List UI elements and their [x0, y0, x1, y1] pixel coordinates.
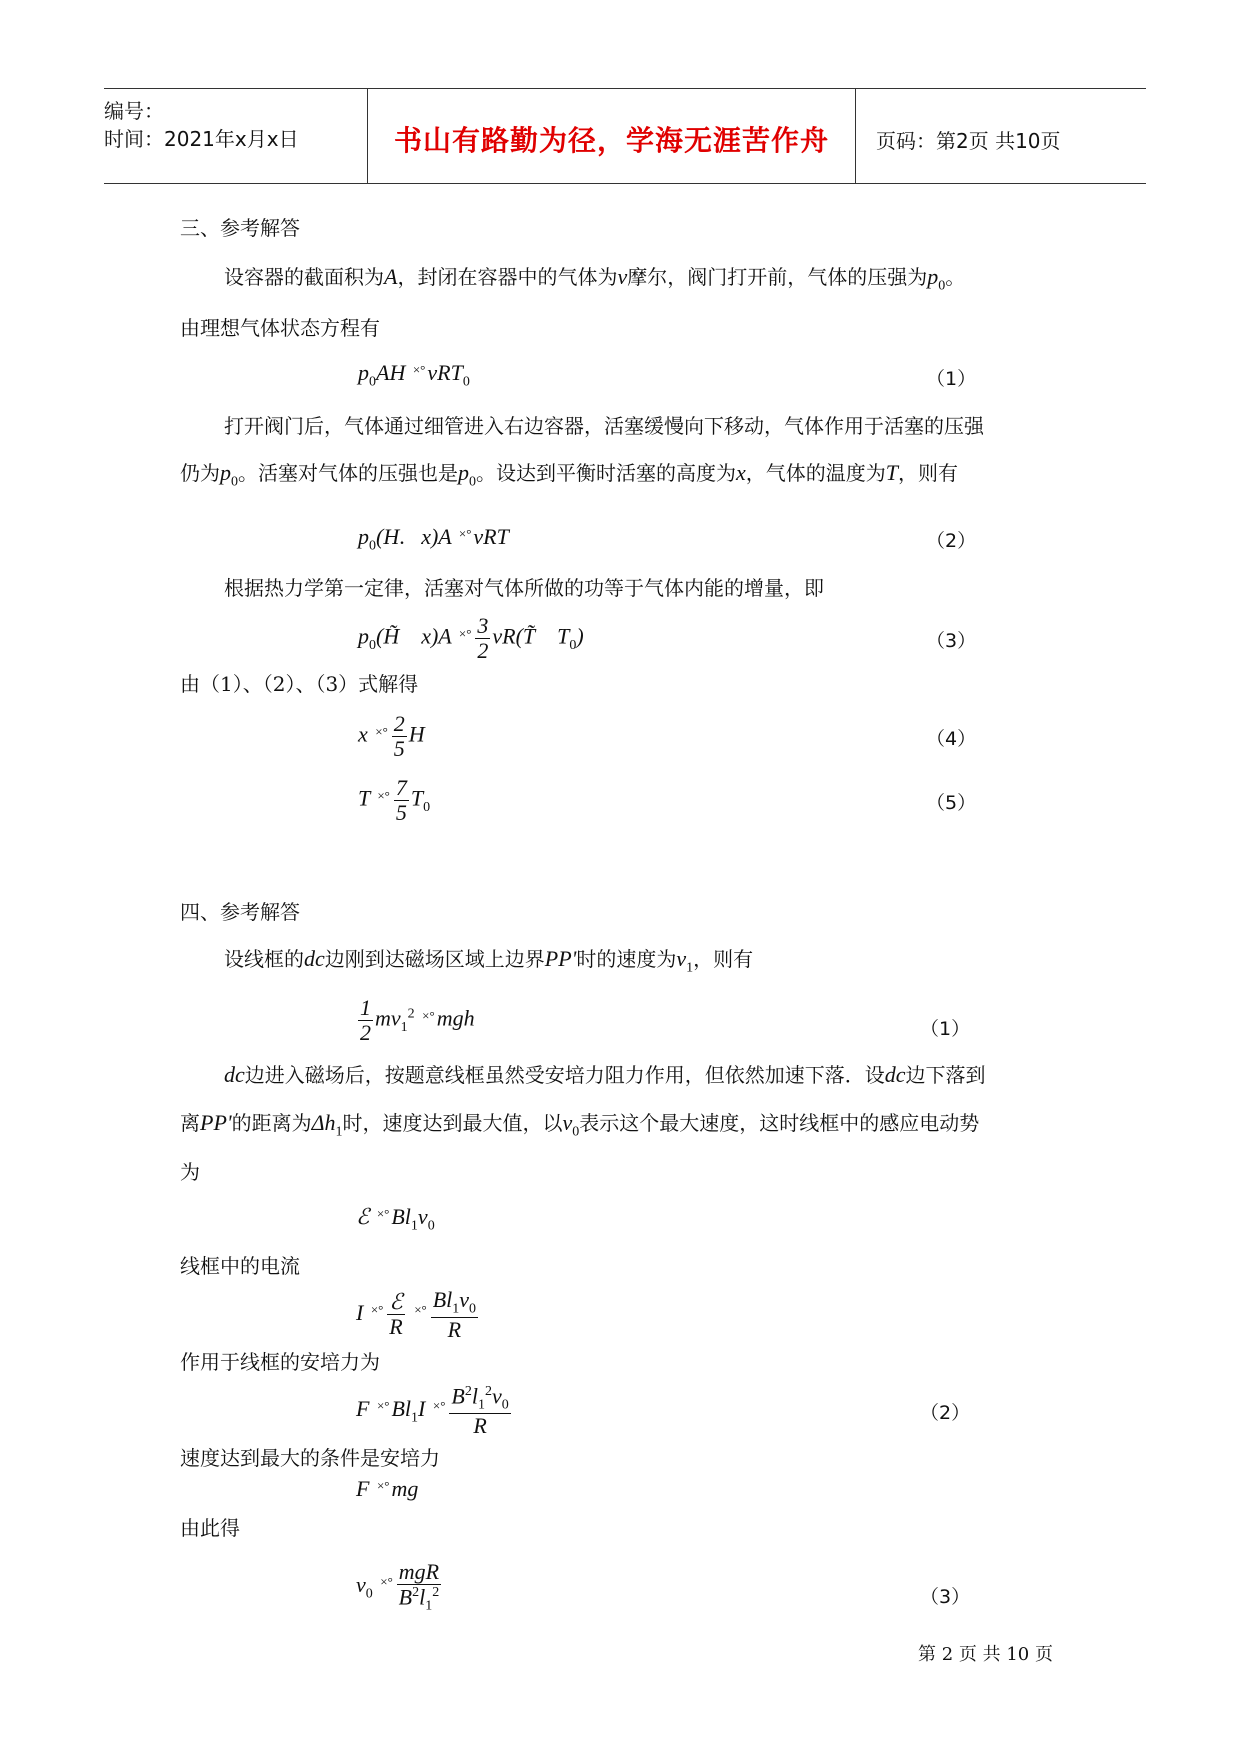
header-table [104, 88, 1146, 184]
motto: 书山有路勤为径，学海无涯苦作舟 [393, 124, 829, 157]
section4-equation-2: F $^{\times^\circ}Bl_1I$ ×° $\frac{B^2l_1^2v_0}{R}$ [356, 1383, 509, 1439]
serial-label: 编号： [104, 99, 164, 123]
section3-equation-5: T ×° $\frac{7}{5}$ $T_0$ [358, 775, 431, 826]
section4-paragraph-4: 为 [180, 1160, 200, 1184]
section4-equation-current: I ×° $\frac{\text{ℰ}}{R}$ ×° $\frac{Bl_1v_0}{R}$ [356, 1287, 477, 1342]
header-right-cell [856, 89, 1146, 183]
section4-paragraph-5: 线框中的电流 [180, 1254, 300, 1278]
section4-eq2-number: （2） [920, 1402, 971, 1424]
section3-paragraph-2: 由理想气体状态方程有 [180, 316, 380, 340]
section4-equation-3: $v_0$ ×° $\frac{\text{mgR}}{B^2l_1^2}$ [356, 1559, 440, 1614]
section4-paragraph-1: 设线框的dc边刚到达磁场区域上边界PP'时的速度为$v_1$，则有 [224, 946, 754, 976]
section4-equation-1: $\frac{1}{2}$ $mv_1^2$ ×°mgh [360, 995, 475, 1046]
section3-eq1-number: （1） [926, 368, 977, 390]
section3-paragraph-3b: 仍为$p_0$。活塞对气体的压强也是$p_0$。设达到平衡时活塞的高度为x，气体的温度为T，则有 [180, 460, 959, 490]
section4-paragraph-3: 离PP'的距离为$\Delta h_1$时，速度达到最大值，以$v_0$表示这个最大速度，这时线框中的感应电动势 [180, 1110, 980, 1140]
page-info: 页码：第2页 共10页 [876, 129, 1061, 153]
section3-eq3-number: （3） [926, 630, 977, 652]
section4-paragraph-7: 速度达到最大的条件是安培力 [180, 1446, 440, 1470]
section3-eq4-number: （4） [926, 728, 977, 750]
section4-eq3-number: （3） [920, 1586, 971, 1608]
section4-paragraph-6: 作用于线框的安培力为 [180, 1350, 380, 1374]
header-motto-cell [367, 89, 856, 183]
section4-paragraph-8: 由此得 [180, 1516, 240, 1540]
section3-equation-1: $p_0AH$ ×°νRT$_0$ [358, 360, 470, 390]
section3-equation-3: $p_0(H̃$ x)A ×° $\frac{3}{2}$ νR(T̃ $T_0$) [358, 613, 584, 664]
section4-paragraph-2: dc边进入磁场后，按题意线框虽然受安培力阻力作用，但依然加速下落．设dc边下落到 [224, 1062, 986, 1087]
section3-equation-2: $p_0(H$. x)A ×°νRT [358, 524, 509, 554]
section3-eq5-number: （5） [926, 792, 977, 814]
section3-eq2-number: （2） [926, 530, 977, 552]
section3-equation-4: x ×° $\frac{2}{5}$ H [358, 711, 425, 762]
section3-paragraph-5: 由（1）、（2）、（3）式解得 [180, 672, 419, 696]
section4-heading: 四、参考解答 [180, 900, 300, 924]
page-footer: 第 2 页 共 10 页 [918, 1644, 1053, 1665]
section3-paragraph-4: 根据热力学第一定律，活塞对气体所做的功等于气体内能的增量，即 [224, 576, 824, 600]
section4-equation-emf: ℰ $^{\times^\circ}Bl_1v_0$ [356, 1204, 435, 1234]
section4-equation-force-balance: F ×°mg [356, 1476, 419, 1501]
section4-eq1-number: （1） [920, 1018, 971, 1040]
section3-heading: 三、参考解答 [180, 216, 300, 240]
section3-paragraph-1: 设容器的截面积为A，封闭在容器中的气体为ν摩尔，阀门打开前，气体的压强为$p_0$。 [224, 264, 966, 294]
section3-paragraph-3a: 打开阀门后，气体通过细管进入右边容器，活塞缓慢向下移动，气体作用于活塞的压强 [224, 414, 984, 438]
time-label: 时间：2021年x月x日 [104, 127, 299, 151]
header-left-cell [104, 89, 366, 183]
